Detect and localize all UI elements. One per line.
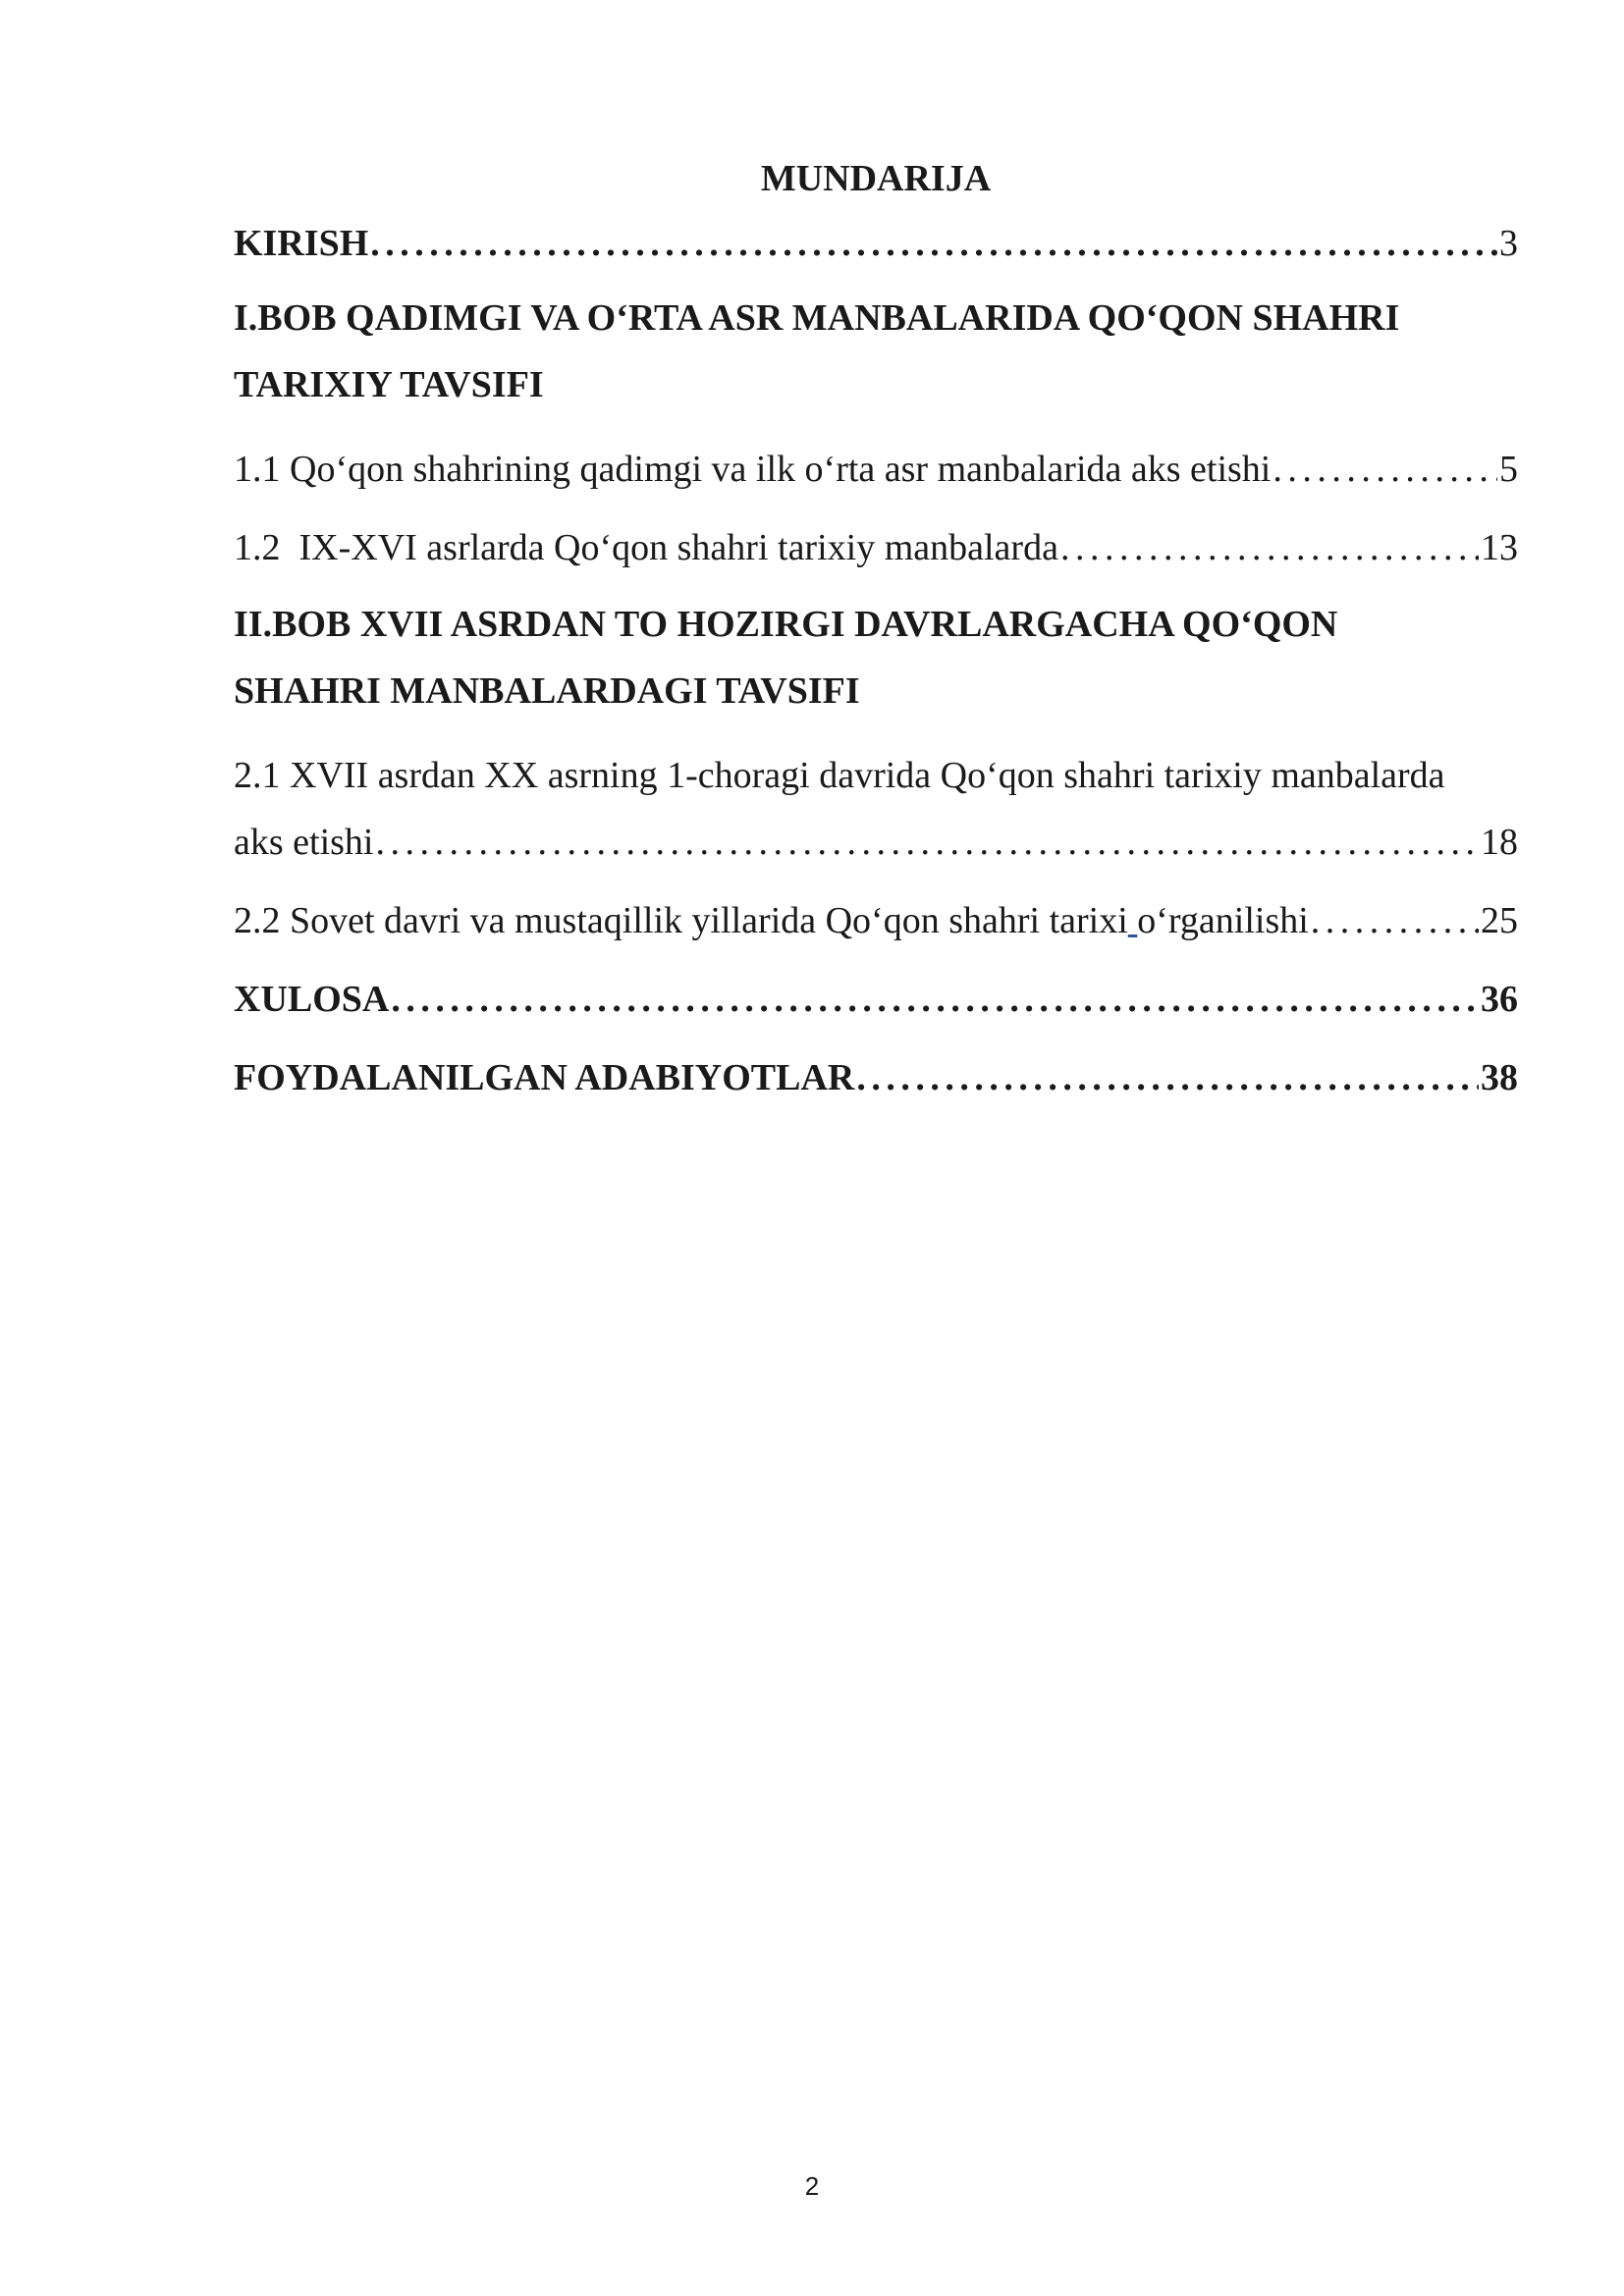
toc-entry-label — [234, 887, 1309, 954]
chapter-title-line: I.BOB QADIMGI VA O‘RTA ASR MANBALARIDA QO‘QON SHAHRI — [234, 297, 1400, 339]
dot-leader — [391, 966, 1479, 1033]
dot-leader — [1272, 436, 1497, 503]
toc-page-number: 3 — [1499, 223, 1518, 264]
toc-page-number: 18 — [1481, 822, 1518, 863]
page-number: 2 — [804, 2171, 820, 2201]
toc-entry-label: KIRISH — [234, 223, 369, 264]
toc-entry-2-1[interactable] — [234, 742, 1518, 876]
toc-entry-label: XULOSA — [234, 979, 390, 1020]
toc-entry-1-1[interactable] — [234, 436, 1518, 503]
toc-entry-xulosa[interactable] — [234, 966, 1518, 1033]
toc-entry-label: 2.1 XVII asrdan XX asrning 1-choragi davrida Qo‘qon shahri tarixiy manbalarda — [234, 755, 1445, 796]
label-part: 2.2 Sovet davri va mustaqillik yillarida Qo‘qon shahri tarixi — [234, 900, 1128, 941]
toc-page-number: 25 — [1481, 900, 1518, 941]
toc-chapter-1[interactable] — [234, 285, 1518, 418]
chapter-title-line: TARIXIY TAVSIFI — [234, 364, 544, 405]
chapter-title-line: II.BOB XVII ASRDAN TO HOZIRGI DAVRLARGACHA QO‘QON — [234, 604, 1338, 645]
toc-entry-label: 1.1 Qo‘qon shahrining qadimgi va ilk o‘rta asr manbalarida aks etishi — [234, 449, 1272, 490]
toc-entry-label: FOYDALANILGAN ADABIYOTLAR — [234, 1057, 855, 1098]
label-part: o‘rganilishi — [1137, 900, 1309, 941]
dot-leader — [856, 1044, 1479, 1111]
toc-page-number: 36 — [1481, 979, 1518, 1020]
toc-page-number: 13 — [1481, 527, 1518, 568]
toc-entry-1-2[interactable] — [234, 514, 1518, 581]
toc-page-number: 38 — [1481, 1057, 1518, 1098]
toc-entry-kirish[interactable] — [234, 210, 1518, 277]
underlined-space — [1128, 900, 1138, 941]
dot-leader — [1060, 514, 1479, 581]
dot-leader — [370, 210, 1497, 277]
toc-title: MUNDARIJA — [760, 158, 992, 199]
dot-leader — [375, 809, 1479, 876]
toc-entry-label: 1.2 IX-XVI asrlarda Qo‘qon shahri tarixiy manbalarda — [234, 527, 1058, 568]
toc-page-number: 5 — [1499, 449, 1518, 490]
toc-entry-2-2[interactable] — [234, 887, 1518, 954]
toc-entry-label-continued: aks etishi — [234, 822, 374, 863]
dot-leader — [1311, 887, 1479, 954]
toc-chapter-2[interactable] — [234, 591, 1518, 724]
toc-entry-adabiyotlar[interactable] — [234, 1044, 1518, 1111]
chapter-title-line: SHAHRI MANBALARDAGI TAVSIFI — [234, 670, 860, 712]
